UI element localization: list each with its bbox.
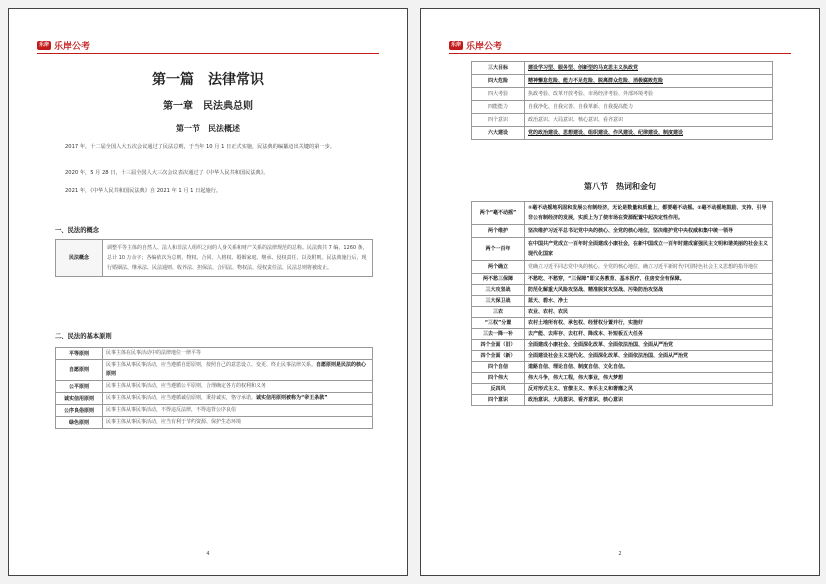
table-row <box>472 340 773 351</box>
page-number: 2 <box>618 551 622 557</box>
hot-word-desc: 道路自信、理论自信、制度自信、文化自信。 <box>525 362 773 373</box>
table-row <box>472 274 773 285</box>
principle-desc <box>103 405 373 417</box>
hot-word: 两个维护 <box>472 225 525 238</box>
logo-text: 乐岸公考 <box>54 42 91 52</box>
table-row <box>472 62 773 75</box>
concept-text: 调整平等主体的自然人、法人和非法人组织之间的人身关系和财产关系的法律规范的总称。民法典共 7 编，1260 条，总计 10 万余字；各编依次为总则、物权、合同、人格权、婚姻家庭、继承、侵权责任，以及附则。民法典施行后，现行婚姻法、继承法、民法通则、收养法、担保法、合同法、物权法、侵权责任法、民法总则将被废止。 <box>103 240 373 277</box>
term-name: 三大目标 <box>472 62 525 75</box>
header-divider <box>449 53 791 54</box>
principle-desc <box>103 381 373 393</box>
term-desc: 精神懈怠危险、能力不足危险、脱离群众危险、消极腐败危险 <box>525 75 773 88</box>
table-row <box>56 405 373 417</box>
principle-text: 民事主体从事民事活动，应当遵循自愿原则，按照自己的意思设立、变更、终止民事法律关系。 <box>106 362 317 368</box>
hot-word-desc: 蓝天、碧水、净土 <box>525 296 773 307</box>
table-row <box>472 307 773 318</box>
principle-desc <box>103 393 373 405</box>
hot-word-desc: 在中国共产党成立一百年时全面建成小康社会，在新中国成立一百年时建成富强民主文明和谐美丽的社会主义现代化国家 <box>525 238 773 261</box>
principle-text: 民事主体从事民事活动，应当遵循公平原则，合理确定各方的权利和义务 <box>106 383 267 389</box>
table-row <box>472 318 773 329</box>
table-row <box>56 393 373 405</box>
hot-word: 四个全面（新） <box>472 351 525 362</box>
hot-word-desc: 坚决维护习近平总书记党中央的核心、全党的核心地位，坚决维护党中央权威和集中统一领导 <box>525 225 773 238</box>
hot-word: 两个一百年 <box>472 238 525 261</box>
table-row <box>56 360 373 381</box>
principle-desc <box>103 360 373 381</box>
term-name: 四大考验 <box>472 88 525 101</box>
hot-word-desc: 党确立习近平同志党中央的核心、全党的核心地位，确立习近平新时代中国特色社会主义思想的指导地位 <box>525 261 773 274</box>
principle-desc <box>103 417 373 429</box>
table-row <box>472 384 773 395</box>
hot-word: 反四风 <box>472 384 525 395</box>
hot-word: 三农 <box>472 307 525 318</box>
table-row <box>472 75 773 88</box>
hot-word-desc: 去产能、去库存、去杠杆、降成本、补短板五大任务 <box>525 329 773 340</box>
hot-word: 四个伟大 <box>472 373 525 384</box>
heading-principles: 二、民法的基本原则 <box>55 333 112 340</box>
table-row <box>472 296 773 307</box>
table-row <box>472 88 773 101</box>
term-desc: 党的政治建设、思想建设、组织建设、作风建设、纪律建设、制度建设 <box>525 127 773 140</box>
principle-name: 诚实信用原则 <box>56 393 103 405</box>
table-row <box>472 373 773 384</box>
term-desc: 自我净化、自我完善、自我革新、自我提高能力 <box>525 101 773 114</box>
principle-name: 自愿原则 <box>56 360 103 381</box>
hot-word: 四个意识 <box>472 395 525 406</box>
principle-name: 绿色原则 <box>56 417 103 429</box>
principle-name: 平等原则 <box>56 348 103 360</box>
hot-word: “三权”分置 <box>472 318 525 329</box>
principle-name: 公序良俗原则 <box>56 405 103 417</box>
section-title: 第八节 热词和金句 <box>584 181 656 191</box>
document-page-left <box>8 8 408 576</box>
paragraph: 2021 年，《中华人民共和国民法典》自 2021 年 1 月 1 日起施行。 <box>65 188 222 194</box>
hot-word: 三去一降一补 <box>472 329 525 340</box>
hot-word-desc: 全面建成小康社会、全面深化改革、全面依法治国、全面从严治党 <box>525 340 773 351</box>
term-name: 四大危险 <box>472 75 525 88</box>
table-row <box>472 101 773 114</box>
table-row <box>472 285 773 296</box>
principle-name: 公平原则 <box>56 381 103 393</box>
principle-text: 民事主体从事民事活动，不得违反法律，不得违背公序良俗 <box>106 407 237 413</box>
hot-word: 三大攻坚战 <box>472 285 525 296</box>
hot-word-desc: 防范化解重大风险攻坚战、精准脱贫攻坚战、污染防治攻坚战 <box>525 285 773 296</box>
hot-word: 两不愁三保障 <box>472 274 525 285</box>
term-name: 四能能力 <box>472 101 525 114</box>
term-desc: 建设学习型、服务型、创新型的马克思主义执政党 <box>525 62 773 75</box>
table-row <box>472 202 773 225</box>
table-row <box>56 348 373 360</box>
hot-word-desc: 伟大斗争，伟大工程，伟大事业，伟大梦想 <box>525 373 773 384</box>
header-divider <box>37 53 379 54</box>
table-row <box>472 225 773 238</box>
hot-word: 四个自信 <box>472 362 525 373</box>
hot-word-desc: 政治意识、大局意识、看齐意识、核心意识 <box>525 395 773 406</box>
paragraph: 2020 年，5 月 28 日，十三届全国人大三次会议表决通过了《中华人民共和国民法典》。 <box>65 170 269 176</box>
hot-words-table <box>471 201 773 406</box>
table-row <box>472 127 773 140</box>
hot-word-desc: 农业、农村、农民 <box>525 307 773 318</box>
logo-text: 乐岸公考 <box>466 42 503 52</box>
hot-word-desc: 不愁吃、不愁穿，“三保障”即义务教育、基本医疗、住房安全有保障。 <box>525 274 773 285</box>
logo-mark-icon: 乐岸 <box>450 42 461 48</box>
part-title: 第一篇 法律常识 <box>152 72 264 88</box>
table-row <box>472 362 773 373</box>
principle-highlight: 自愿原则是民法的核心原则 <box>106 362 367 377</box>
principles-table <box>55 347 373 429</box>
principle-text: 民事主体从事民事活动，应当遵循诚信原则，秉持诚实，恪守承诺。 <box>106 395 257 401</box>
principle-highlight: 诚实信用原则被称为“帝王条款” <box>256 395 328 401</box>
principle-text: 民事主体从事民事活动，应当有利于节约资源、保护生态环境 <box>106 419 242 425</box>
hot-word: 两个确立 <box>472 261 525 274</box>
table-row <box>56 381 373 393</box>
table-row <box>472 114 773 127</box>
hot-word-desc: 全面建设社会主义现代化、全面深化改革、全面依法治国、全面从严治党 <box>525 351 773 362</box>
concept-key: 民法概念 <box>56 240 103 277</box>
hot-word: 两个“毫不动摇” <box>472 202 525 225</box>
page-number: 4 <box>206 551 210 557</box>
chapter-title: 第一章 民法典总则 <box>163 101 253 112</box>
principle-text: 民事主体在民事活动中的法律地位一律平等 <box>106 350 202 356</box>
concept-table <box>55 239 373 277</box>
table-row <box>56 417 373 429</box>
term-name: 六大建设 <box>472 127 525 140</box>
paragraph: 2017 年，十二届全国人大五次会议通过了民法总则，于当年 10 月 1 日正式实施，民法典的编纂迈出关键的第一步。 <box>65 144 335 150</box>
section-title: 第一节 民法概述 <box>176 123 240 133</box>
party-terms-table <box>471 61 773 140</box>
term-name: 四个意识 <box>472 114 525 127</box>
table-row <box>472 238 773 261</box>
term-desc: 执政考验、改革开放考验、市场经济考验、外部环境考验 <box>525 88 773 101</box>
hot-word: 三大保卫战 <box>472 296 525 307</box>
table-row <box>472 351 773 362</box>
heading-concept: 一、民法的概念 <box>55 227 100 234</box>
table-row <box>472 329 773 340</box>
term-desc: 政治意识、大局意识、核心意识、看齐意识 <box>525 114 773 127</box>
brand-logo <box>449 39 502 52</box>
logo-mark-icon: 乐岸 <box>38 42 49 48</box>
table-row <box>472 261 773 274</box>
principle-desc <box>103 348 373 360</box>
document-page-right <box>420 8 820 576</box>
table-row <box>472 395 773 406</box>
brand-logo <box>37 39 90 52</box>
hot-word-desc: ①毫不动摇地巩固和发展公有制经济，无论是数量和质量上，都要毫不动摇。②毫不动摇地鼓励、支持、引导非公有制经济的发展，实质上为了使市场在资源配置中起决定性作用。 <box>525 202 773 225</box>
hot-word: 四个全面（旧） <box>472 340 525 351</box>
hot-word-desc: 反对形式主义、官僚主义、享乐主义和奢靡之风 <box>525 384 773 395</box>
table-row <box>56 240 373 277</box>
hot-word-desc: 农村土地所有权、承包权、经营权分置并行，实施好 <box>525 318 773 329</box>
